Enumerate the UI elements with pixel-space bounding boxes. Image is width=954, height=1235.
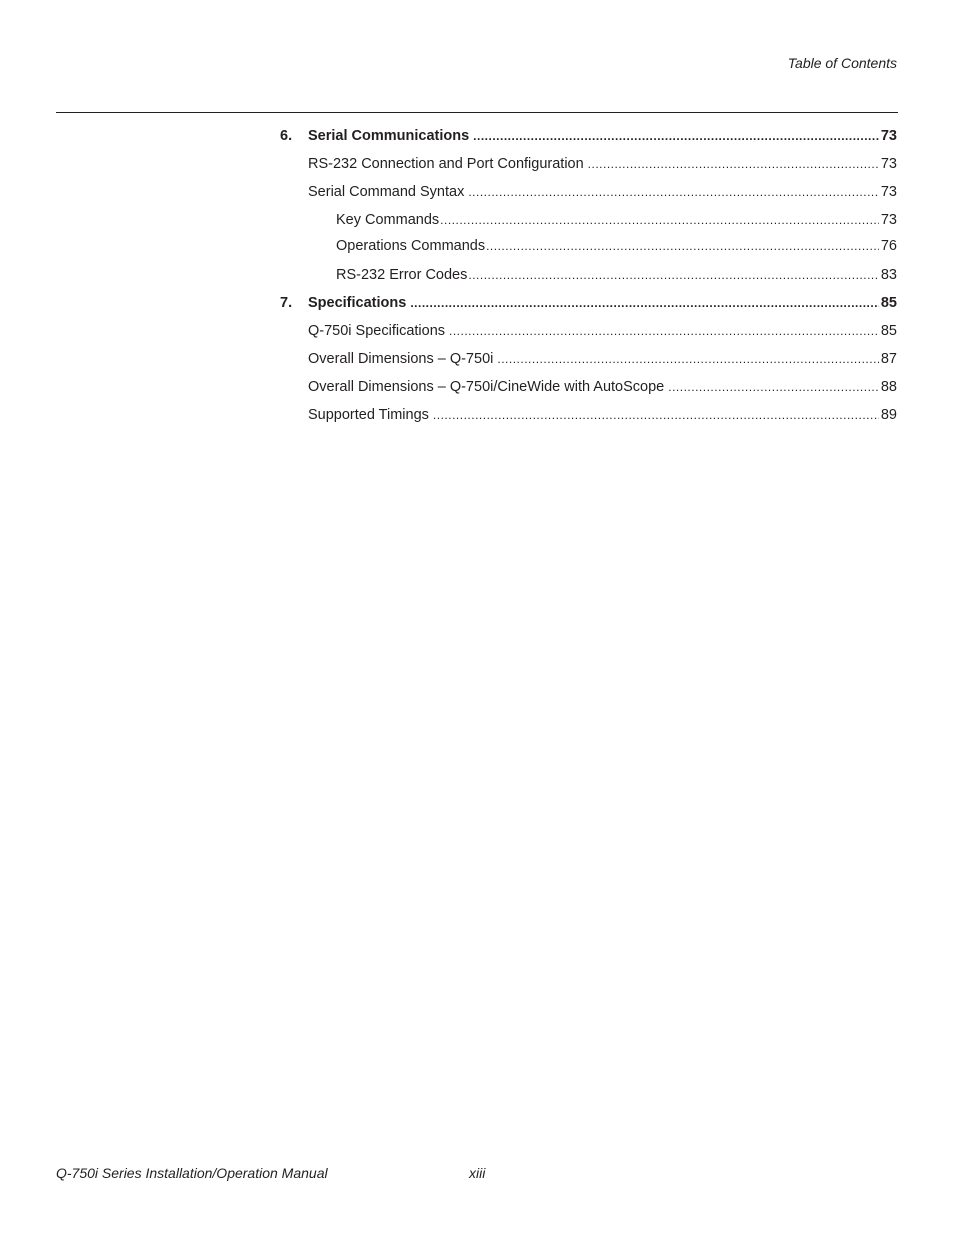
dot-leader <box>410 294 879 312</box>
toc-entry-page: 89 <box>880 407 897 423</box>
toc-entry-title: Q-750i Specifications <box>308 323 446 339</box>
toc-entry-serial-communications[interactable] <box>280 127 897 145</box>
toc-entry-supported-timings[interactable] <box>308 406 897 424</box>
toc-entry-page: 83 <box>880 267 897 283</box>
toc-entry-title: RS-232 Error Codes <box>336 267 468 283</box>
toc-entry-rs232-connection[interactable] <box>308 155 897 173</box>
toc-entry-page: 85 <box>880 295 897 311</box>
toc-entry-page: 88 <box>880 379 897 395</box>
toc-entry-page: 73 <box>880 128 897 144</box>
toc-entry-operations-commands[interactable] <box>336 237 897 255</box>
toc-entry-specifications[interactable] <box>280 294 897 312</box>
toc-entry-title: Overall Dimensions – Q-750i/CineWide with AutoScope <box>308 379 665 395</box>
toc-entry-title: Operations Commands <box>336 238 486 254</box>
dot-leader <box>497 350 879 368</box>
footer-page-number: xiii <box>469 1165 486 1181</box>
toc-entry-title: Key Commands <box>336 212 440 228</box>
dot-leader <box>449 322 879 340</box>
dot-leader <box>668 378 879 396</box>
toc-entry-overall-dimensions-cinewide[interactable] <box>308 378 897 396</box>
toc-entry-rs232-error-codes[interactable] <box>336 266 897 284</box>
toc-entry-title: Serial Command Syntax <box>308 184 465 200</box>
dot-leader <box>473 127 879 145</box>
toc-entry-serial-command-syntax[interactable] <box>308 183 897 201</box>
dot-leader <box>468 183 879 201</box>
dot-leader <box>486 237 879 255</box>
dot-leader <box>588 155 879 173</box>
toc-entry-title: Supported Timings <box>308 407 429 423</box>
toc-entry-title: RS-232 Connection and Port Configuration <box>308 156 584 172</box>
chapter-number: 7. <box>280 295 293 311</box>
toc-entry-page: 73 <box>880 156 897 172</box>
footer-manual-title: Q-750i Series Installation/Operation Manual <box>56 1165 328 1181</box>
toc-entry-page: 87 <box>880 351 897 367</box>
chapter-number: 6. <box>280 128 293 144</box>
dot-leader <box>433 406 879 424</box>
header-rule <box>56 112 898 113</box>
toc-entry-title: Specifications <box>308 295 407 311</box>
toc-entry-overall-dimensions-q750i[interactable] <box>308 350 897 368</box>
toc-entry-page: 73 <box>880 184 897 200</box>
toc-entry-title: Overall Dimensions – Q-750i <box>308 351 494 367</box>
toc-entry-q750i-specifications[interactable] <box>308 322 897 340</box>
toc-entry-key-commands[interactable] <box>336 211 897 229</box>
toc-entry-page: 76 <box>880 238 897 254</box>
toc-entry-page: 85 <box>880 323 897 339</box>
dot-leader <box>468 266 879 284</box>
toc-entry-page: 73 <box>880 212 897 228</box>
toc-entry-title: Serial Communications <box>308 128 470 144</box>
dot-leader <box>440 211 879 229</box>
running-header: Table of Contents <box>787 55 897 71</box>
